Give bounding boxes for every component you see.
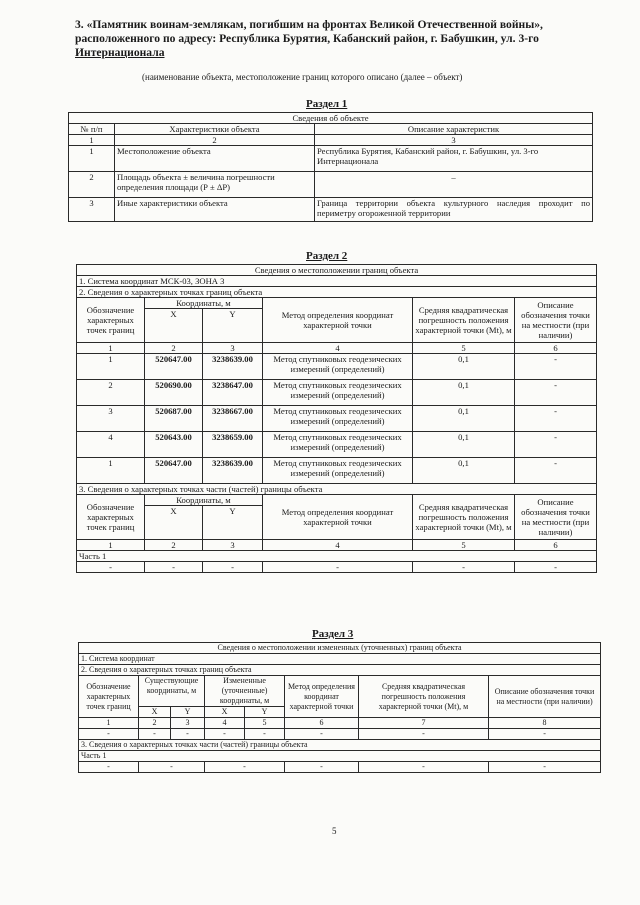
part-label: Часть 1	[77, 551, 597, 562]
col-header-description: Описание характеристик	[315, 124, 593, 135]
table-row	[77, 406, 597, 432]
empty-cell: -	[245, 729, 285, 740]
point-desc: -	[515, 354, 597, 380]
index-cell: 1	[69, 135, 115, 146]
point-label: 1	[77, 354, 145, 380]
table-row	[69, 172, 593, 198]
point-y: 3238667.00	[203, 406, 263, 432]
empty-cell: -	[263, 562, 413, 573]
section-3-table	[78, 642, 601, 773]
page-number: 5	[332, 826, 337, 836]
col-header-method: Метод определения координат характерной точки	[263, 298, 413, 343]
section-1-title: Раздел 1	[306, 98, 348, 110]
heading-line-3: Интернационала	[75, 46, 165, 59]
coordinate-system: 1. Система координат	[79, 654, 601, 665]
table-row	[77, 562, 597, 573]
point-error: 0,1	[413, 380, 515, 406]
section-3-title: Раздел 3	[312, 628, 354, 640]
point-desc: -	[515, 380, 597, 406]
point-error: 0,1	[413, 458, 515, 484]
point-error: 0,1	[413, 354, 515, 380]
table-row	[77, 354, 597, 380]
table-row	[79, 729, 601, 740]
col-header-y: Y	[171, 707, 205, 718]
point-x: 520647.00	[145, 354, 203, 380]
point-x: 520690.00	[145, 380, 203, 406]
heading-caption: (наименование объекта, местоположение границ которого описано (далее – объект)	[142, 72, 463, 82]
col-header-method: Метод определения координат характерной точки	[263, 495, 413, 540]
section-3-table-title: Сведения о местоположении измененных (уточненных) границ объекта	[79, 643, 601, 654]
index-cell: 2	[145, 540, 203, 551]
table-row	[69, 146, 593, 172]
empty-cell: -	[171, 729, 205, 740]
col-header-x: X	[145, 309, 203, 343]
col-header-x: X	[145, 506, 203, 540]
row-characteristic: Площадь объекта ± величина погрешности определения площади (Р ± ΔР)	[115, 172, 315, 198]
col-header-point: Обозначение характерных точек границ	[79, 676, 139, 718]
object-heading	[75, 18, 610, 60]
empty-cell: -	[489, 762, 601, 773]
empty-cell: -	[359, 729, 489, 740]
col-header-number: № п/п	[69, 124, 115, 135]
index-cell: 3	[203, 540, 263, 551]
row-characteristic: Местоположение объекта	[115, 146, 315, 172]
row-description: Граница территории объекта культурного наследия проходит по периметру огороженной территории	[315, 198, 593, 222]
col-header-desc: Описание обозначения точки на местности (при наличии)	[515, 495, 597, 540]
col-header-y: Y	[203, 309, 263, 343]
col-header-desc: Описание обозначения точки на местности (при наличии)	[489, 676, 601, 718]
point-y: 3238639.00	[203, 354, 263, 380]
index-cell: 5	[413, 540, 515, 551]
col-header-desc: Описание обозначения точки на местности (при наличии)	[515, 298, 597, 343]
col-header-error: Средняя квадратическая погрешность положения характерной точки (Mt), м	[413, 298, 515, 343]
empty-cell: -	[139, 762, 205, 773]
col-header-x: X	[205, 707, 245, 718]
row-number: 1	[69, 146, 115, 172]
index-cell: 3	[315, 135, 593, 146]
empty-cell: -	[413, 562, 515, 573]
col-header-changed: Измененные (уточненные) координаты, м	[205, 676, 285, 707]
empty-cell: -	[205, 729, 245, 740]
col-header-error: Средняя квадратическая погрешность положения характерной точки (Mt), м	[359, 676, 489, 718]
point-desc: -	[515, 432, 597, 458]
heading-line-1: 3. «Памятник воинам-землякам, погибшим на фронтах Великой Отечественной войны»,	[75, 18, 543, 31]
empty-cell: -	[359, 762, 489, 773]
table-row	[77, 432, 597, 458]
index-cell: 2	[145, 343, 203, 354]
index-cell: 1	[79, 718, 139, 729]
empty-cell: -	[489, 729, 601, 740]
col-header-method: Метод определения координат характерной точки	[285, 676, 359, 718]
empty-cell: -	[203, 562, 263, 573]
col-header-coords: Координаты, м	[145, 495, 263, 506]
point-desc: -	[515, 406, 597, 432]
section-1-table	[68, 112, 593, 222]
index-cell: 6	[285, 718, 359, 729]
empty-cell: -	[79, 729, 139, 740]
col-header-existing: Существующие координаты, м	[139, 676, 205, 707]
empty-cell: -	[285, 762, 359, 773]
col-header-characteristic: Характеристики объекта	[115, 124, 315, 135]
index-cell: 7	[359, 718, 489, 729]
index-cell: 3	[203, 343, 263, 354]
point-label: 3	[77, 406, 145, 432]
col-header-error: Средняя квадратическая погрешность положения характерной точки (Mt), м	[413, 495, 515, 540]
row-description: Республика Бурятия, Кабанский район, г. Бабушкин, ул. 3-го Интернационала	[315, 146, 593, 172]
col-header-coords: Координаты, м	[145, 298, 263, 309]
subsection-3-label: 3. Сведения о характерных точках части (частей) границы объекта	[77, 484, 597, 495]
section-1-table-title: Сведения об объекте	[69, 113, 593, 124]
section-2-table-title: Сведения о местоположении границ объекта	[77, 265, 597, 276]
heading-line-2: расположенного по адресу: Республика Бурятия, Кабанский район, г. Бабушкин, ул. 3-го	[75, 32, 539, 45]
col-header-point: Обозначение характерных точек границ	[77, 495, 145, 540]
col-header-y: Y	[245, 707, 285, 718]
index-cell: 5	[245, 718, 285, 729]
table-row	[69, 198, 593, 222]
col-header-y: Y	[203, 506, 263, 540]
section-2-table	[76, 264, 597, 573]
index-cell: 4	[263, 343, 413, 354]
index-cell: 6	[515, 343, 597, 354]
index-cell: 2	[115, 135, 315, 146]
point-y: 3238659.00	[203, 432, 263, 458]
index-cell: 6	[515, 540, 597, 551]
section-2-title: Раздел 2	[306, 250, 348, 262]
point-error: 0,1	[413, 432, 515, 458]
col-header-x: X	[139, 707, 171, 718]
index-cell: 1	[77, 343, 145, 354]
subsection-3-label: 3. Сведения о характерных точках части (частей) границы объекта	[79, 740, 601, 751]
index-cell: 3	[171, 718, 205, 729]
index-cell: 8	[489, 718, 601, 729]
index-cell: 1	[77, 540, 145, 551]
coordinate-system: 1. Система координат МСК-03, ЗОНА 3	[77, 276, 597, 287]
point-x: 520647.00	[145, 458, 203, 484]
table-row	[77, 380, 597, 406]
point-y: 3238647.00	[203, 380, 263, 406]
empty-cell: -	[77, 562, 145, 573]
row-characteristic: Иные характеристики объекта	[115, 198, 315, 222]
empty-cell: -	[139, 729, 171, 740]
index-cell: 2	[139, 718, 171, 729]
row-number: 2	[69, 172, 115, 198]
point-desc: -	[515, 458, 597, 484]
point-method: Метод спутниковых геодезических измерений (определений)	[263, 406, 413, 432]
index-cell: 4	[205, 718, 245, 729]
table-row	[77, 458, 597, 484]
empty-cell: -	[145, 562, 203, 573]
row-description: –	[315, 172, 593, 198]
index-cell: 5	[413, 343, 515, 354]
empty-cell: -	[515, 562, 597, 573]
point-x: 520643.00	[145, 432, 203, 458]
empty-cell: -	[205, 762, 285, 773]
point-label: 1	[77, 458, 145, 484]
table-row	[79, 762, 601, 773]
subsection-2-label: 2. Сведения о характерных точках границ объекта	[77, 287, 597, 298]
col-header-point: Обозначение характерных точек границ	[77, 298, 145, 343]
index-cell: 4	[263, 540, 413, 551]
point-x: 520687.00	[145, 406, 203, 432]
part-label: Часть 1	[79, 751, 601, 762]
row-number: 3	[69, 198, 115, 222]
point-error: 0,1	[413, 406, 515, 432]
point-label: 4	[77, 432, 145, 458]
point-label: 2	[77, 380, 145, 406]
point-method: Метод спутниковых геодезических измерений (определений)	[263, 432, 413, 458]
empty-cell: -	[285, 729, 359, 740]
empty-cell: -	[79, 762, 139, 773]
point-method: Метод спутниковых геодезических измерений (определений)	[263, 354, 413, 380]
point-y: 3238639.00	[203, 458, 263, 484]
point-method: Метод спутниковых геодезических измерений (определений)	[263, 458, 413, 484]
subsection-2-label: 2. Сведения о характерных точках границ объекта	[79, 665, 601, 676]
point-method: Метод спутниковых геодезических измерений (определений)	[263, 380, 413, 406]
